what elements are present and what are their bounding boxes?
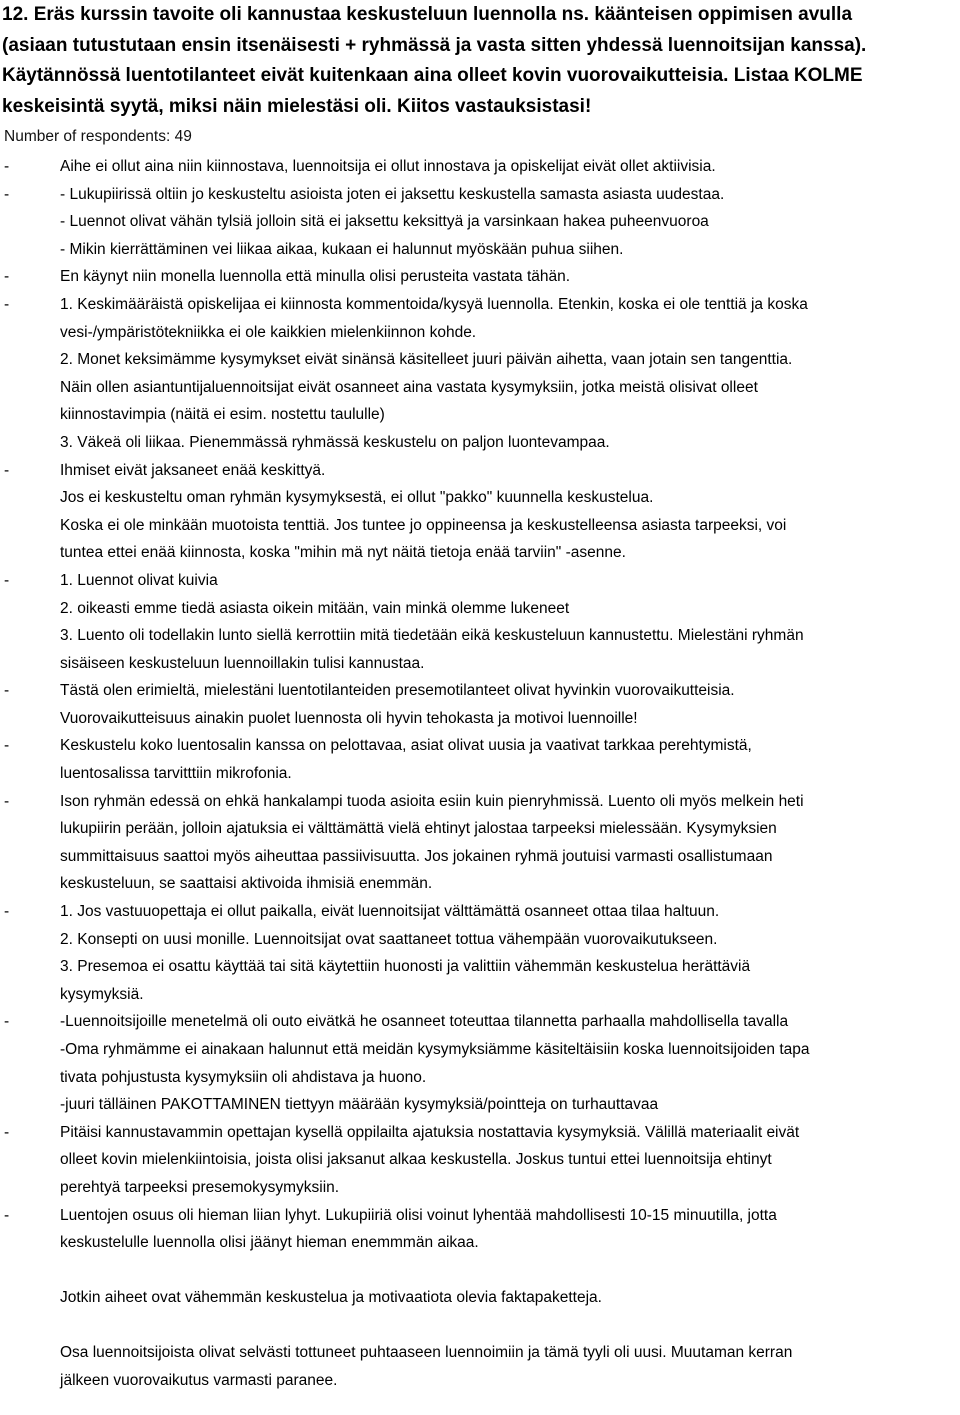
answer-line: keskustelulle luennolla olisi jäänyt hieman enemmmän aikaa. [60,1234,479,1252]
answer-line: 3. Luento oli todellakin lunto siellä kerrottiin mitä tiedetään eikä keskusteluun kannustettu. Mielestäni ryhmän [60,627,804,645]
answer-line: Jotkin aiheet ovat vähemmän keskustelua ja motivaatiota olevia faktapaketteja. [60,1288,602,1306]
answer-line: Pitäisi kannustavammin opettajan kysellä oppilailta ajatuksia nostattavia kysymyksiä. Välillä materiaalit eivät [60,1123,800,1141]
answer-bullet: - [4,1123,10,1141]
answer-line: 1. Jos vastuuopettaja ei ollut paikalla, eivät luennoitsijat välttämättä osanneet ottaa tilaa haltuun. [60,903,720,921]
answer-line: Tästä olen erimieltä, mielestäni luentotilanteiden presemotilanteet olivat hyvinkin vuorovaikutteisia. [60,682,735,700]
question-line: Käytännössä luentotilanteet eivät kuitenkaan aina olleet kovin vuorovaikutteisia. Listaa KOLME [2,65,863,86]
question-line: (asiaan tutustutaan ensin itsenäisesti + ryhmässä ja vasta sitten yhdessä luennoitsijan kanssa). [2,34,867,56]
answer-line: kysymyksiä. [60,985,144,1003]
answer-item [2,1119,952,1202]
answer-line: Jos ei keskusteltu oman ryhmän kysymyksestä, ei ollut "pakko" kuunnella keskustelua. [60,489,654,507]
answer-line: 3. Väkeä oli liikaa. Pienemmässä ryhmässä keskustelu on paljon luontevampaa. [60,433,610,451]
answer-item [2,263,952,291]
answer-bullet: - [4,461,10,479]
answer-item [2,898,952,1008]
answer-paragraph [2,1284,952,1312]
answer-line: lukupiirin perään, jolloin ajatuksia ei välttämättä vielä ehtinyt jalostaa tarpeeksi mielessään. Kysymyksien [60,820,777,838]
answer-line: En käynyt niin monella luennolla että minulla olisi perusteita vastata tähän. [60,268,571,286]
question-line: keskeisintä syytä, miksi näin mielestäsi oli. Kiitos vastauksistasi! [2,95,592,117]
answer-bullet: - [4,185,10,203]
answer-item [2,291,952,457]
answer-line: Keskustelu koko luentosalin kanssa on pelottavaa, asiat olivat uusia ja vaativat tarkkaa perehtymistä, [60,737,752,755]
respondents-count: Number of respondents: 49 [4,128,192,145]
answer-line: -Oma ryhmämme ei ainakaan halunnut että meidän kysymyksiämme käsiteltäisiin koska luennoitsijoiden tapa [60,1041,810,1058]
answer-line: perehtyä tarpeeksi presemokysymyksiin. [60,1178,340,1196]
answer-line: 2. Monet keksimämme kysymykset eivät sinänsä käsitelleet juuri päivän aihetta, vaan jotain sen tangenttia. [60,351,793,369]
answer-bullet: - [4,158,10,175]
answer-line: 2. oikeasti emme tiedä asiasta oikein mitään, vain minkä olemme lukeneet [60,599,570,617]
answer-line: - Luennot olivat vähän tylsiä jolloin sitä ei jaksettu keksittyä ja varsinkaan hakea puheenvuoroa [60,213,709,231]
answer-bullet: - [4,1013,10,1031]
answer-line: vesi-/ympäristötekniikka ei ole kaikkien mielenkiinnon kohde. [60,323,477,341]
answer-item [2,181,952,264]
answer-bullet: - [4,682,10,700]
answer-bullet: - [4,903,10,921]
answer-bullet: - [4,268,10,286]
answer-item [2,788,952,898]
answer-paragraph [2,1339,952,1394]
answer-line: Aihe ei ollut aina niin kiinnostava, luennoitsija ei ollut innostava ja opiskelijat eivät ollet aktiivisia. [60,158,716,175]
answer-item [2,1008,952,1118]
question-text [2,0,952,122]
answer-line: summittaisuus saattoi myös aiheuttaa passiivisuutta. Jos jokainen ryhmä joutuisi varmasti osallistumaan [60,847,773,865]
answer-line: -Luennoitsijoille menetelmä oli outo eivätkä he osanneet toteuttaa tilannetta parhaalla mahdollisella tavalla [60,1013,789,1031]
answer-line: kiinnostavimpia (näitä ei esim. nostettu taululle) [60,406,385,424]
answer-line: Luentojen osuus oli hieman liian lyhyt. Lukupiiriä olisi voinut lyhentää mahdollisesti 10-15 minuutilla, jotta [60,1206,777,1224]
answer-line: 1. Luennot olivat kuivia [60,571,218,589]
answer-line: Näin ollen asiantuntijaluennoitsijat eivät osanneet aina vastata kysymyksiin, jotka meistä olisivat olleet [60,378,758,396]
answer-line: Vuorovaikutteisuus ainakin puolet luennosta oli hyvin tehokasta ja motivoi luennoille! [60,709,638,727]
answer-line: Ison ryhmän edessä on ehkä hankalampi tuoda asioita esiin kuin pienryhmissä. Luento oli myös melkein heti [60,792,804,810]
answer-line: jälkeen vuorovaikutus varmasti paranee. [60,1371,338,1389]
answer-line: tuntea ettei enää kiinnosta, koska "mihin mä nyt näitä tietoja enää tarviin" -asenne. [60,544,626,562]
answer-line: keskusteluun, se saattaisi aktivoida ihmisiä enemmän. [60,875,433,893]
answer-line: sisäiseen keskusteluun luennoillakin tulisi kannustaa. [60,654,425,672]
answer-line: Osa luennoitsijoista olivat selvästi tottuneet puhtaaseen luennoimiin ja tämä tyyli oli uusi. Muutaman kerran [60,1344,793,1362]
answer-line: 2. Konsepti on uusi monille. Luennoitsijat ovat saattaneet tottua vähempään vuorovaikutukseen. [60,930,718,948]
answer-item [2,677,952,732]
answer-bullet: - [4,792,10,810]
answer-line: - Mikin kierrättäminen vei liikaa aikaa, kukaan ei halunnut myöskään puhua siihen. [60,240,624,258]
answer-bullet: - [4,295,10,313]
answer-line: 1. Keskimääräistä opiskelijaa ei kiinnosta kommentoida/kysyä luennolla. Etenkin, koska ei ole tenttiä ja koska [60,295,808,313]
answer-item [2,732,952,787]
answers-list [2,153,952,1257]
answer-line: Koska ei ole minkään muotoista tenttiä. Jos tuntee jo oppineensa ja keskustelleensa asiasta tarpeeksi, voi [60,516,787,534]
answer-line: olleet kovin mielenkiintoisia, joista olisi jaksanut alkaa keskustella. Joskus tuntui ettei luennoitsija ehtinyt [60,1151,772,1169]
answer-bullet: - [4,571,10,589]
answer-line: 3. Presemoa ei osattu käyttää tai sitä käytettiin huonosti ja valittiin vähemmän keskustelua herättäviä [60,958,751,976]
answer-line: -juuri tälläinen PAKOTTAMINEN tiettyyn määrään kysymyksiä/pointteja on turhauttavaa [60,1096,659,1114]
answer-item [2,153,952,181]
answer-line: Ihmiset eivät jaksaneet enää keskittyä. [60,461,326,479]
answer-line: luentosalissa tarvitttiin mikrofonia. [60,765,292,783]
answer-line: tivata pohjustusta kysymyksiin oli ahdistava ja huono. [60,1068,427,1086]
answer-item [2,567,952,677]
answer-item [2,1202,952,1257]
answer-line: - Lukupiirissä oltiin jo keskusteltu asioista joten ei jaksettu keskustella samasta asiasta uudestaa. [60,185,725,203]
answer-item [2,457,952,567]
free-paragraphs [2,1284,952,1395]
answer-bullet: - [4,737,10,755]
answer-bullet: - [4,1206,10,1224]
question-line: 12. Eräs kurssin tavoite oli kannustaa keskusteluun luennolla ns. käänteisen oppimisen avulla [2,4,853,25]
